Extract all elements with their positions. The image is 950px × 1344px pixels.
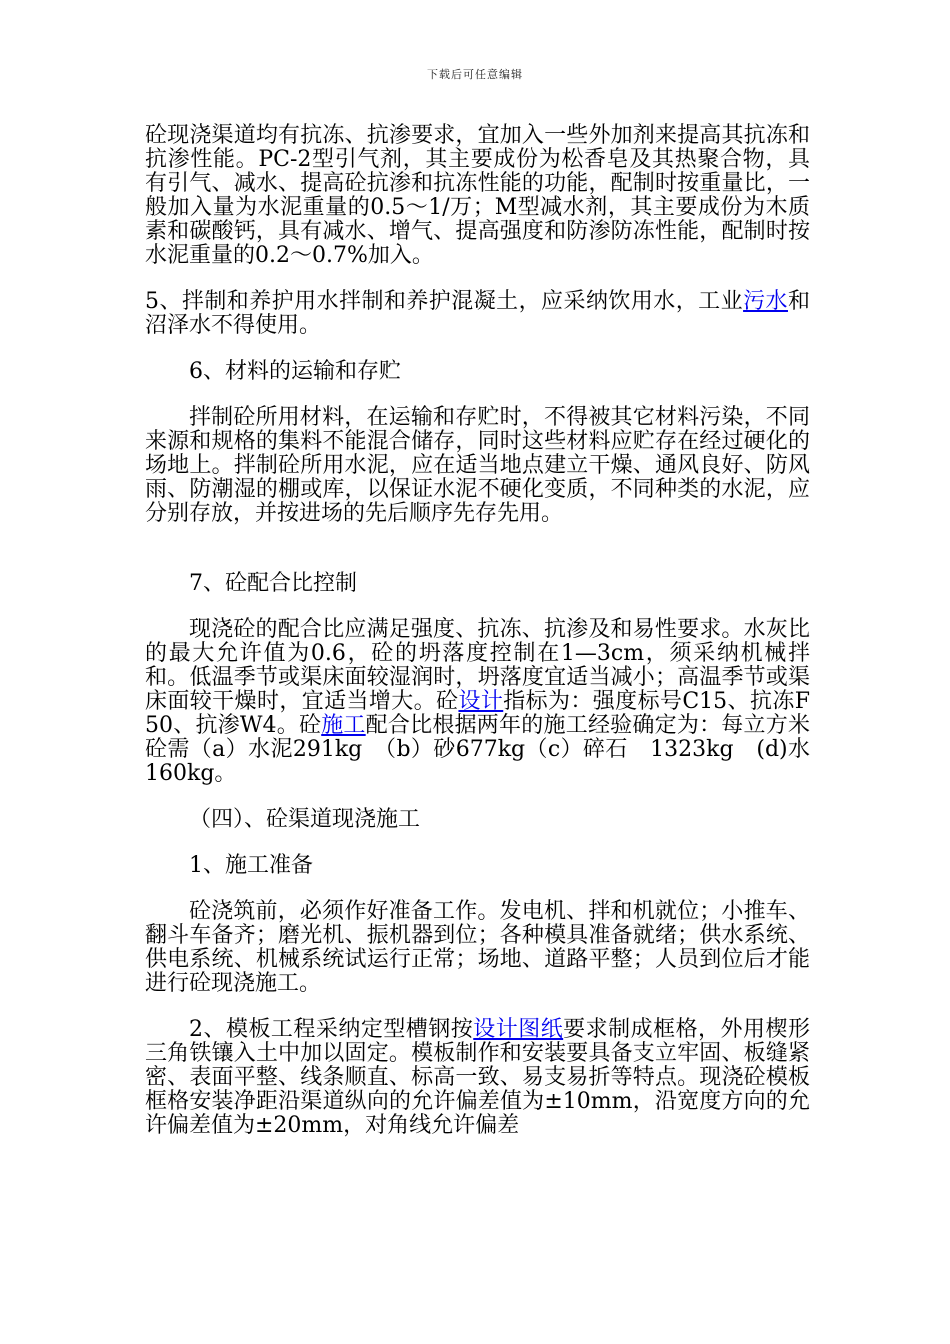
paragraph-water-text-a: 5、拌制和养护用水拌制和养护混凝土，应采纳饮用水，工业: [145, 289, 744, 314]
link-design-drawings[interactable]: 设计图纸: [473, 1017, 564, 1042]
paragraph-mix-text-a: 现浇砼的配合比应满足强度、抗冻、抗渗及和易性要求。水灰比的最大允许值为0.6，砼的坍落度控制在1—3cm，须采纳机械拌和。低温季节或渠床面较湿润时，坍落度宜适当减小；高温季节或渠床面较干燥时，宜适当增大。砼: [145, 617, 810, 714]
paragraph-admixture: 砼现浇渠道均有抗冻、抗渗要求，宜加入一些外加剂来提高其抗冻和抗渗性能。PC-2型引气剂，其主要成份为松香皂及其热聚合物，具有引气、减水、提高砼抗渗和抗冻性能的功能，配制时按重量比，一般加入量为水泥重量的0.5～1/万；M型减水剂，其主要成份为木质素和碳酸钙，具有减水、增气、提高强度和防渗防冻性能，配制时按水泥重量的0.2～0.7%加入。: [145, 123, 810, 268]
paragraph-water: [145, 290, 810, 338]
paragraph-formwork-text-a: 2、模板工程采纳定型槽钢按: [189, 1017, 474, 1042]
paragraph-formwork-text-b: 要求制成框格，外用楔形三角铁镶入土中加以固定。模板制作和安装要具备支立牢固、板缝紧密、表面平整、线条顺直、标高一致、易支易折等特点。现浇砼模板框格安装净距沿渠道纵向的允许偏差值为±10mm，沿宽度方向的允许偏差值为±20mm，对角线允许偏差: [145, 1017, 810, 1138]
heading-material-transport: 6、材料的运输和存贮: [189, 359, 401, 384]
paragraph-material-transport: 拌制砼所用材料，在运输和存贮时，不得被其它材料污染，不同来源和规格的集料不能混合储存，同时这些材料应贮存在经过硬化的场地上。拌制砼所用水泥，应在适当地点建立干燥、通风良好、防风雨、防潮湿的棚或库，以保证水泥不硬化变质，不同种类的水泥，应分别存放，并按进场的先后顺序先存先用。: [145, 405, 810, 526]
heading-mix-ratio: 7、砼配合比控制: [189, 571, 357, 596]
paragraph-formwork: [145, 1018, 810, 1138]
link-design[interactable]: 设计: [458, 689, 504, 714]
page-header-note: 下载后可任意编辑: [427, 68, 523, 81]
paragraph-mix-ratio: [145, 618, 810, 786]
heading-preparation: 1、施工准备: [189, 853, 313, 878]
document-body: [145, 124, 810, 1138]
paragraph-mix-text-c: 配合比根据两年的施工经验确定为：每立方米砼需（a）水泥291kg （b）砂677kg（c）碎石 1323kg (d)水160kg。: [145, 713, 810, 786]
paragraph-mix-text-b: 指标为：强度标号C15、抗冻F50、抗渗W4。砼: [145, 689, 810, 738]
heading-section-four: （四）、砼渠道现浇施工: [189, 807, 421, 832]
paragraph-water-text-b: 和沼泽水不得使用。: [145, 289, 810, 338]
paragraph-preparation: 砼浇筑前，必须作好准备工作。发电机、拌和机就位；小推车、翻斗车备齐；磨光机、振机器到位；各种模具准备就绪；供水系统、供电系统、机械系统试运行正常；场地、道路平整；人员到位后才能进行砼现浇施工。: [145, 899, 810, 996]
link-sewage[interactable]: 污水: [743, 289, 788, 314]
link-construction[interactable]: 施工: [321, 713, 366, 738]
